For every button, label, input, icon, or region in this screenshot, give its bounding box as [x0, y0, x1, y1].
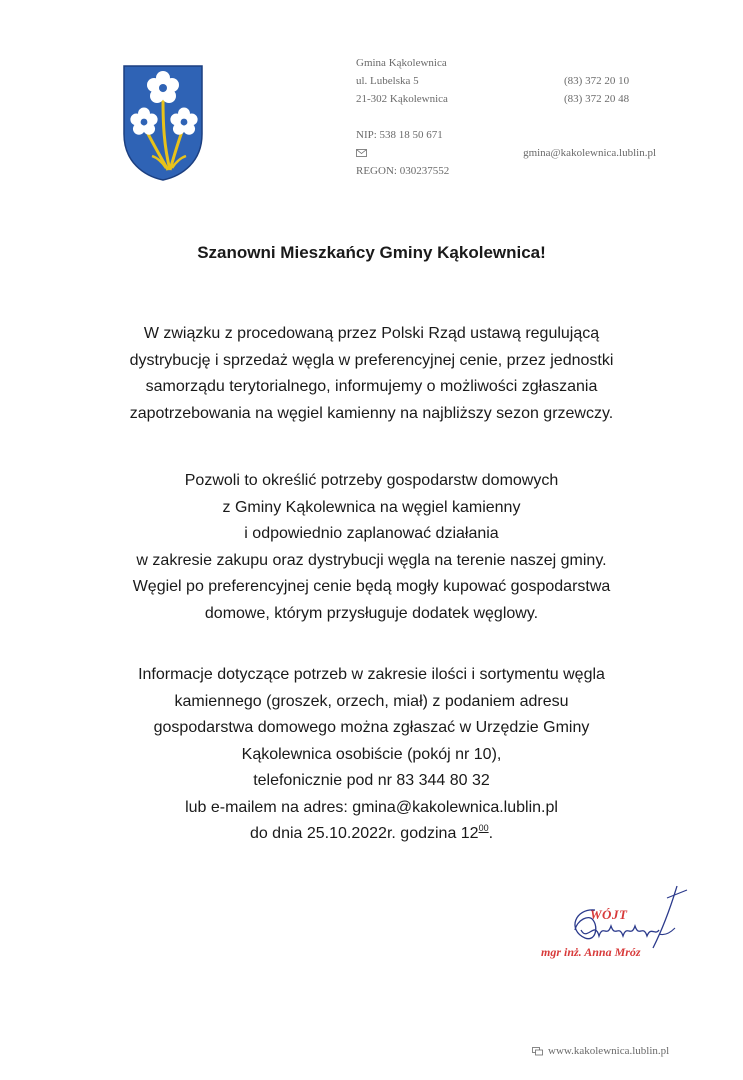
deadline-text: do dnia 25.10.2022r. godzina 12: [249, 825, 479, 842]
deadline-end: .: [488, 825, 494, 842]
text-line: domowe, którym przysługuje dodatek węglowy.: [204, 604, 539, 622]
phone-2: (83) 372 20 48: [564, 93, 630, 105]
text-line: samorządu terytorialnego, informujemy o możliwości zgłaszania: [145, 378, 598, 395]
letterhead: [356, 54, 656, 180]
text-line: i odpowiednio zaplanować działania: [244, 525, 499, 542]
email-link[interactable]: gmina@kakolewnica.lublin.pl: [523, 147, 656, 159]
text-line: telefonicznie pod nr 83 344 80 32: [253, 772, 490, 789]
text-line: Węgiel po preferencyjnej cenie będą mogły kupować gospodarstwa: [132, 578, 611, 595]
deadline-line: [40, 821, 703, 848]
text-line: z Gminy Kąkolewnica na węgiel kamienny: [222, 498, 521, 516]
text-line: lub e-mailem na adres: gmina@kakolewnica.lublin.pl: [185, 798, 558, 816]
page-title: Szanowni Mieszkańcy Gminy Kąkolewnica!: [197, 243, 546, 262]
text-line: Kąkolewnica osobiście (pokój nr 10),: [241, 745, 502, 763]
org-name: Gmina Kąkolewnica: [356, 57, 447, 69]
envelope-icon: [356, 149, 367, 157]
website-icon: [532, 1046, 543, 1056]
coat-of-arms-icon: [122, 64, 204, 182]
postal-address: 21-302 Kąkolewnica: [356, 93, 448, 105]
signature-name: mgr inż. Anna Mróz: [541, 945, 641, 959]
text-line: gospodarstwa domowego można zgłaszać w Urzędzie Gminy: [153, 719, 590, 736]
text-line: Informacje dotyczące potrzeb w zakresie ilości i sortymentu węgla: [138, 666, 605, 683]
paragraph-2: [40, 468, 703, 627]
footer: [532, 1045, 669, 1057]
handwritten-signature-icon: [555, 880, 705, 960]
deadline-minutes: 00: [478, 823, 489, 833]
paragraph-3: [40, 662, 703, 848]
paragraph-1: [40, 321, 703, 427]
nip-number: NIP: 538 18 50 671: [356, 129, 443, 141]
text-line: Pozwoli to określić potrzeby gospodarstw domowych: [184, 472, 559, 489]
text-line: zapotrzebowania na węgiel kamienny na najbliższy sezon grzewczy.: [129, 404, 614, 422]
website-link[interactable]: www.kakolewnica.lublin.pl: [548, 1045, 670, 1057]
signature-title: WÓJT: [590, 907, 628, 922]
text-line: W związku z procedowaną przez Polski Rząd ustawą regulującą: [143, 325, 600, 342]
text-line: w zakresie zakupu oraz dystrybucji węgla na terenie naszej gminy.: [136, 551, 607, 569]
phone-1: (83) 372 20 10: [564, 75, 630, 87]
regon-number: REGON: 030237552: [356, 165, 450, 177]
text-line: dystrybucję i sprzedaż węgla w preferencyjnej cenie, przez jednostki: [129, 351, 614, 369]
text-line: kamiennego (groszek, orzech, miał) z podaniem adresu: [174, 692, 569, 710]
street-address: ul. Lubelska 5: [356, 75, 419, 87]
